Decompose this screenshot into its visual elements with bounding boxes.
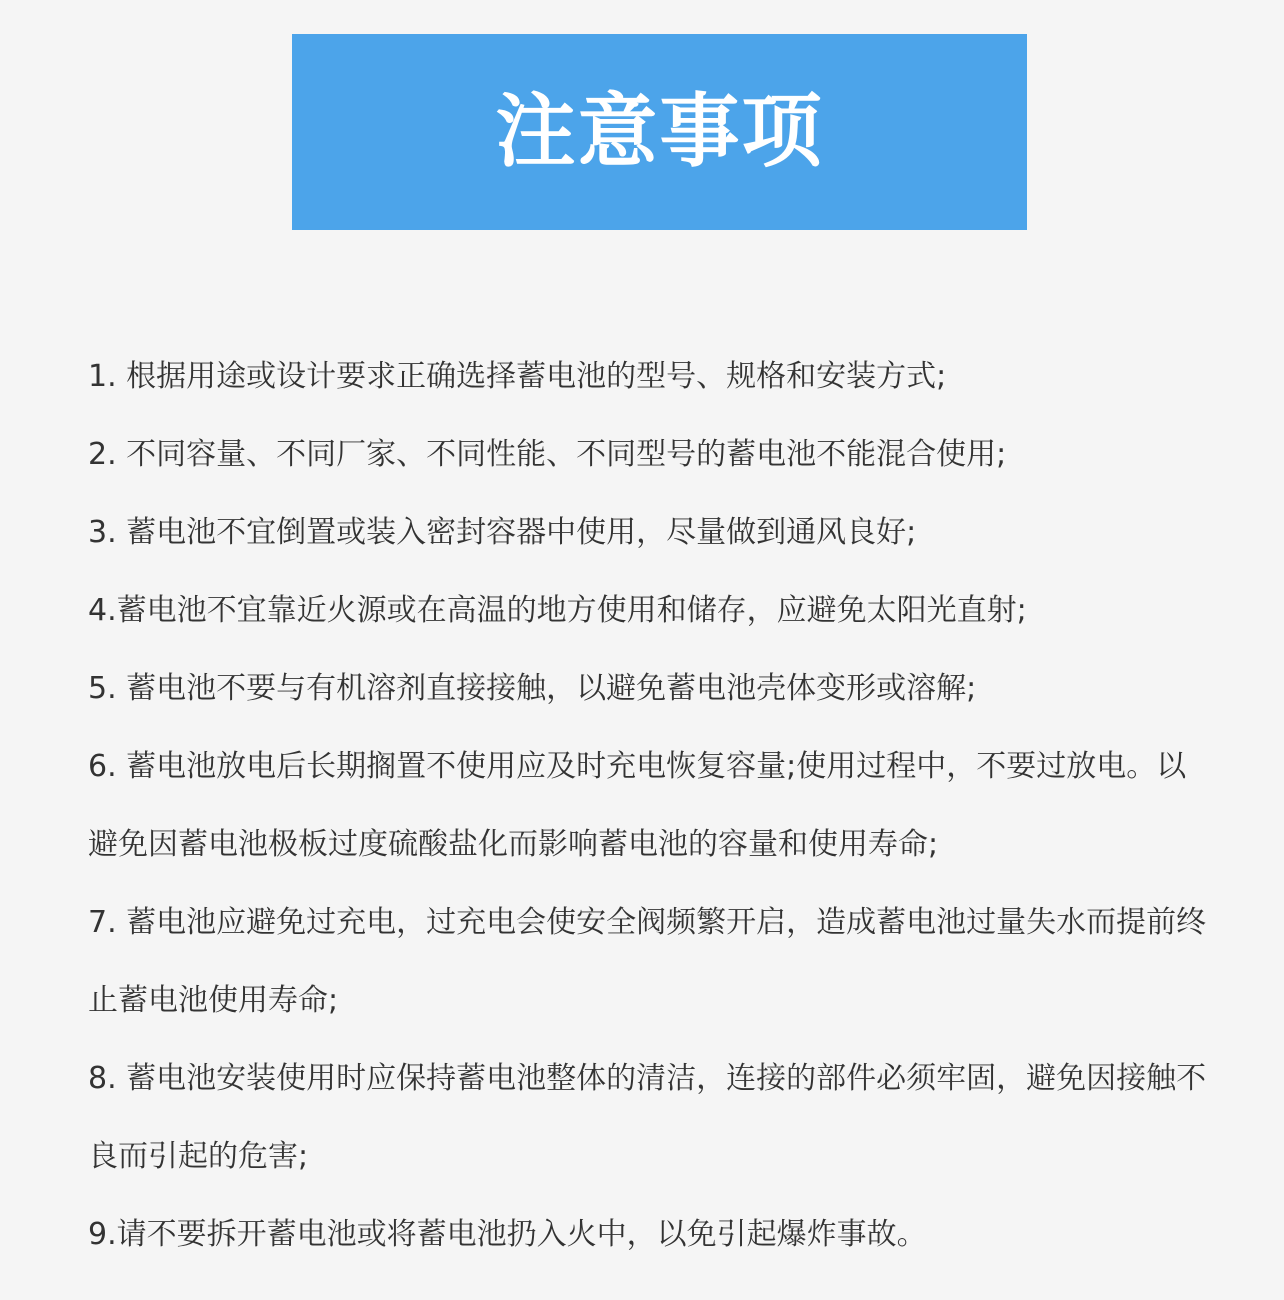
notice-item-9: 9.请不要拆开蓄电池或将蓄电池扔入火中，以免引起爆炸事故。 [88, 1217, 927, 1252]
notice-item-4: 4.蓄电池不宜靠近火源或在高温的地方使用和储存，应避免太阳光直射; [88, 593, 1027, 628]
notice-item-5: 5. 蓄电池不要与有机溶剂直接接触，以避免蓄电池壳体变形或溶解; [88, 671, 977, 706]
notice-item-7: 7. 蓄电池应避免过充电，过充电会使安全阀频繁开启，造成蓄电池过量失水而提前终止蓄电池使用寿命; [88, 905, 1207, 1018]
page-title: 注意事项 [495, 85, 824, 178]
notice-list [88, 338, 1208, 1274]
notice-item-8: 8. 蓄电池安装使用时应保持蓄电池整体的清洁，连接的部件必须牢固，避免因接触不良而引起的危害; [88, 1061, 1207, 1174]
notice-item-3: 3. 蓄电池不宜倒置或装入密封容器中使用，尽量做到通风良好; [88, 515, 917, 550]
notice-item-2: 2. 不同容量、不同厂家、不同性能、不同型号的蓄电池不能混合使用; [88, 437, 1007, 472]
notice-item-1: 1. 根据用途或设计要求正确选择蓄电池的型号、规格和安装方式; [88, 359, 947, 394]
notice-item-6: 6. 蓄电池放电后长期搁置不使用应及时充电恢复容量;使用过程中，不要过放电。以避免因蓄电池极板过度硫酸盐化而影响蓄电池的容量和使用寿命; [88, 749, 1187, 862]
header-banner [292, 34, 1027, 230]
